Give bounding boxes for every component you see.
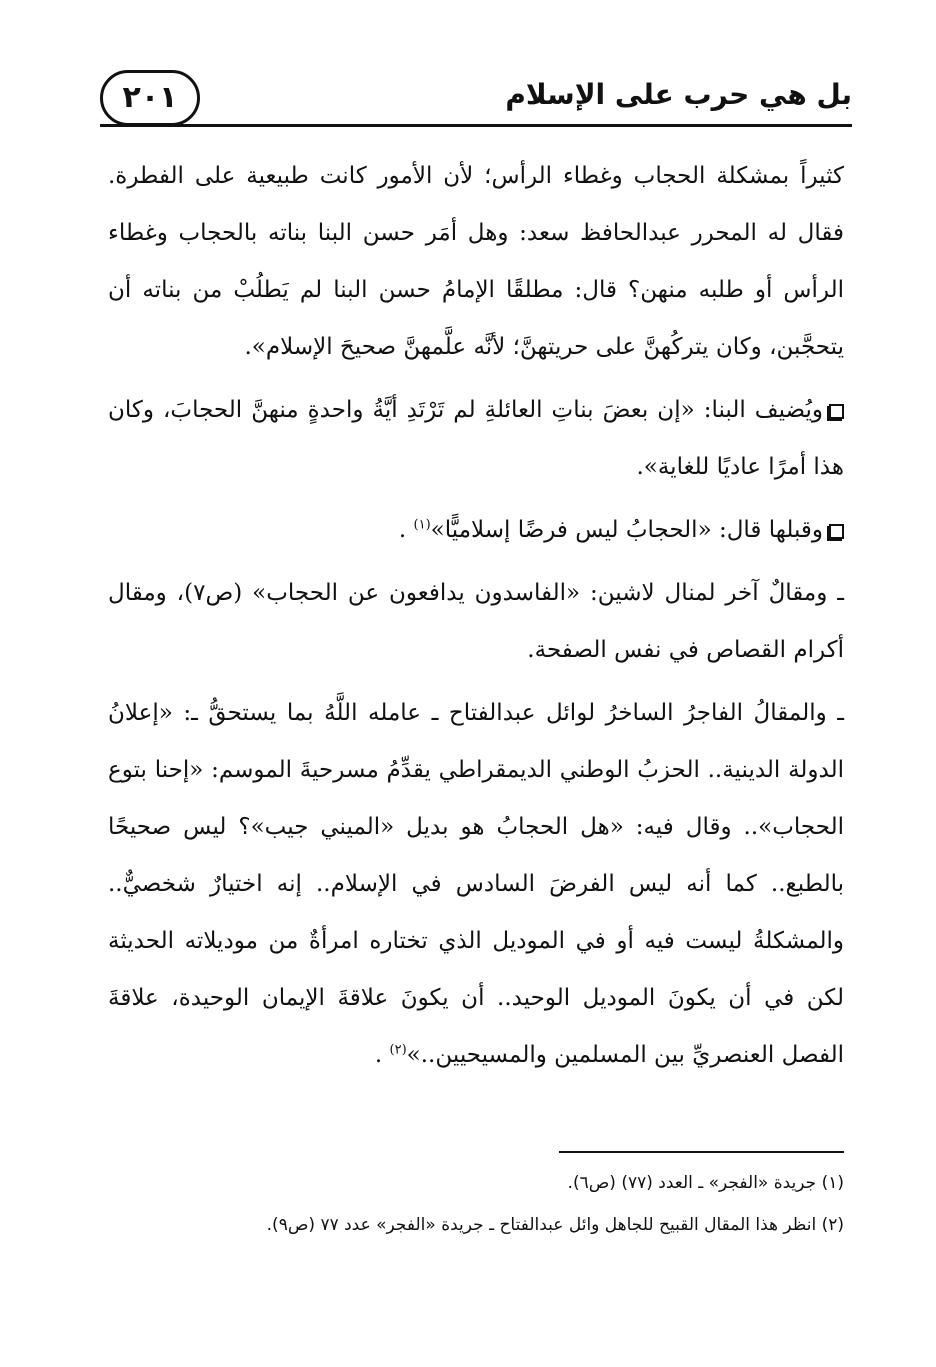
paragraph-5 (108, 685, 844, 1084)
paragraph-3-text: وقبلها قال: «الحجابُ ليس فرضًا إسلاميًّا» (430, 517, 823, 543)
paragraph-5-text: ـ والمقالُ الفاجرُ الساخرُ لوائل عبدالفتاح ـ عامله اللَّهُ بما يستحقُّ ـ: «إعلانُ الدولة الدينية.. الحزبُ الوطني الديمقراطي يقدِّمُ مسرحيةَ الموسم: «إحنا بتوع الحجاب».. وقال فيه: «هل الحجابُ هو بديل «الميني جيب»؟ ليس صحيحًا بالطبع.. كما أنه ليس الفرضَ السادس في الإسلام.. إنه اختيارٌ شخصيٌّ.. والمشكلةُ ليست فيه أو في الموديل الذي تختاره امرأةٌ من موديلاته الحديثة لكن في أن يكونَ الموديل الوحيد.. أن يكونَ علاقةَ الإيمان الوحيدة، علاقةَ الفصل العنصريِّ بين المسلمين والمسيحيين..» (108, 700, 844, 1068)
footnote-ref-1: (١) (413, 517, 431, 533)
paragraph-5-end: . (374, 1042, 390, 1068)
header-rule (100, 124, 852, 127)
footnote-1: (١) جريدة «الفجر» ـ العدد (٧٧) (ص٦). (567, 1173, 844, 1193)
square-bullet-icon (829, 524, 844, 539)
footnote-rule (559, 1151, 844, 1153)
page-number-badge (100, 70, 200, 126)
paragraph-3-end: . (398, 517, 414, 543)
page-number: ٢٠١ (122, 80, 178, 115)
paragraph-2-text: ويُضيف البنا: «إن بعضَ بناتِ العائلةِ لم تَرْتَدِ أيَّةُ واحدةٍ منهنَّ الحجابَ، وكان هذا أمرًا عاديًا للغاية». (108, 397, 844, 480)
page-header (100, 70, 852, 126)
paragraph-1: كثيراً بمشكلة الحجاب وغطاء الرأس؛ لأن الأمور كانت طبيعية على الفطرة. فقال له المحرر عبدالحافظ سعد: وهل أمَر حسن البنا بناته بالحجاب وغطاء الرأس أو طلبه منهن؟ قال: مطلقًا الإمامُ حسن البنا لم يَطلُبْ من بناته أن يتحجَّبن، وكان يتركُهنَّ على حريتهنَّ؛ لأنَّه علَّمهنَّ صحيحَ الإسلام». (108, 163, 844, 360)
body-text (108, 148, 844, 1084)
running-title: بل هي حرب على الإسلام (505, 78, 852, 111)
footnote-2: (٢) انظر هذا المقال القبيح للجاهل وائل عبدالفتاح ـ جريدة «الفجر» عدد ٧٧ (ص٩). (266, 1215, 844, 1235)
paragraph-4: ـ ومقالٌ آخر لمنال لاشين: «الفاسدون يدافعون عن الحجاب» (ص٧)، ومقال أكرام القصاص في نفس الصفحة. (108, 580, 844, 663)
paragraph-2 (108, 382, 844, 496)
square-bullet-icon (829, 404, 844, 419)
footnotes (108, 1162, 844, 1246)
footnote-ref-2: (٢) (389, 1042, 407, 1058)
paragraph-3 (108, 502, 844, 559)
